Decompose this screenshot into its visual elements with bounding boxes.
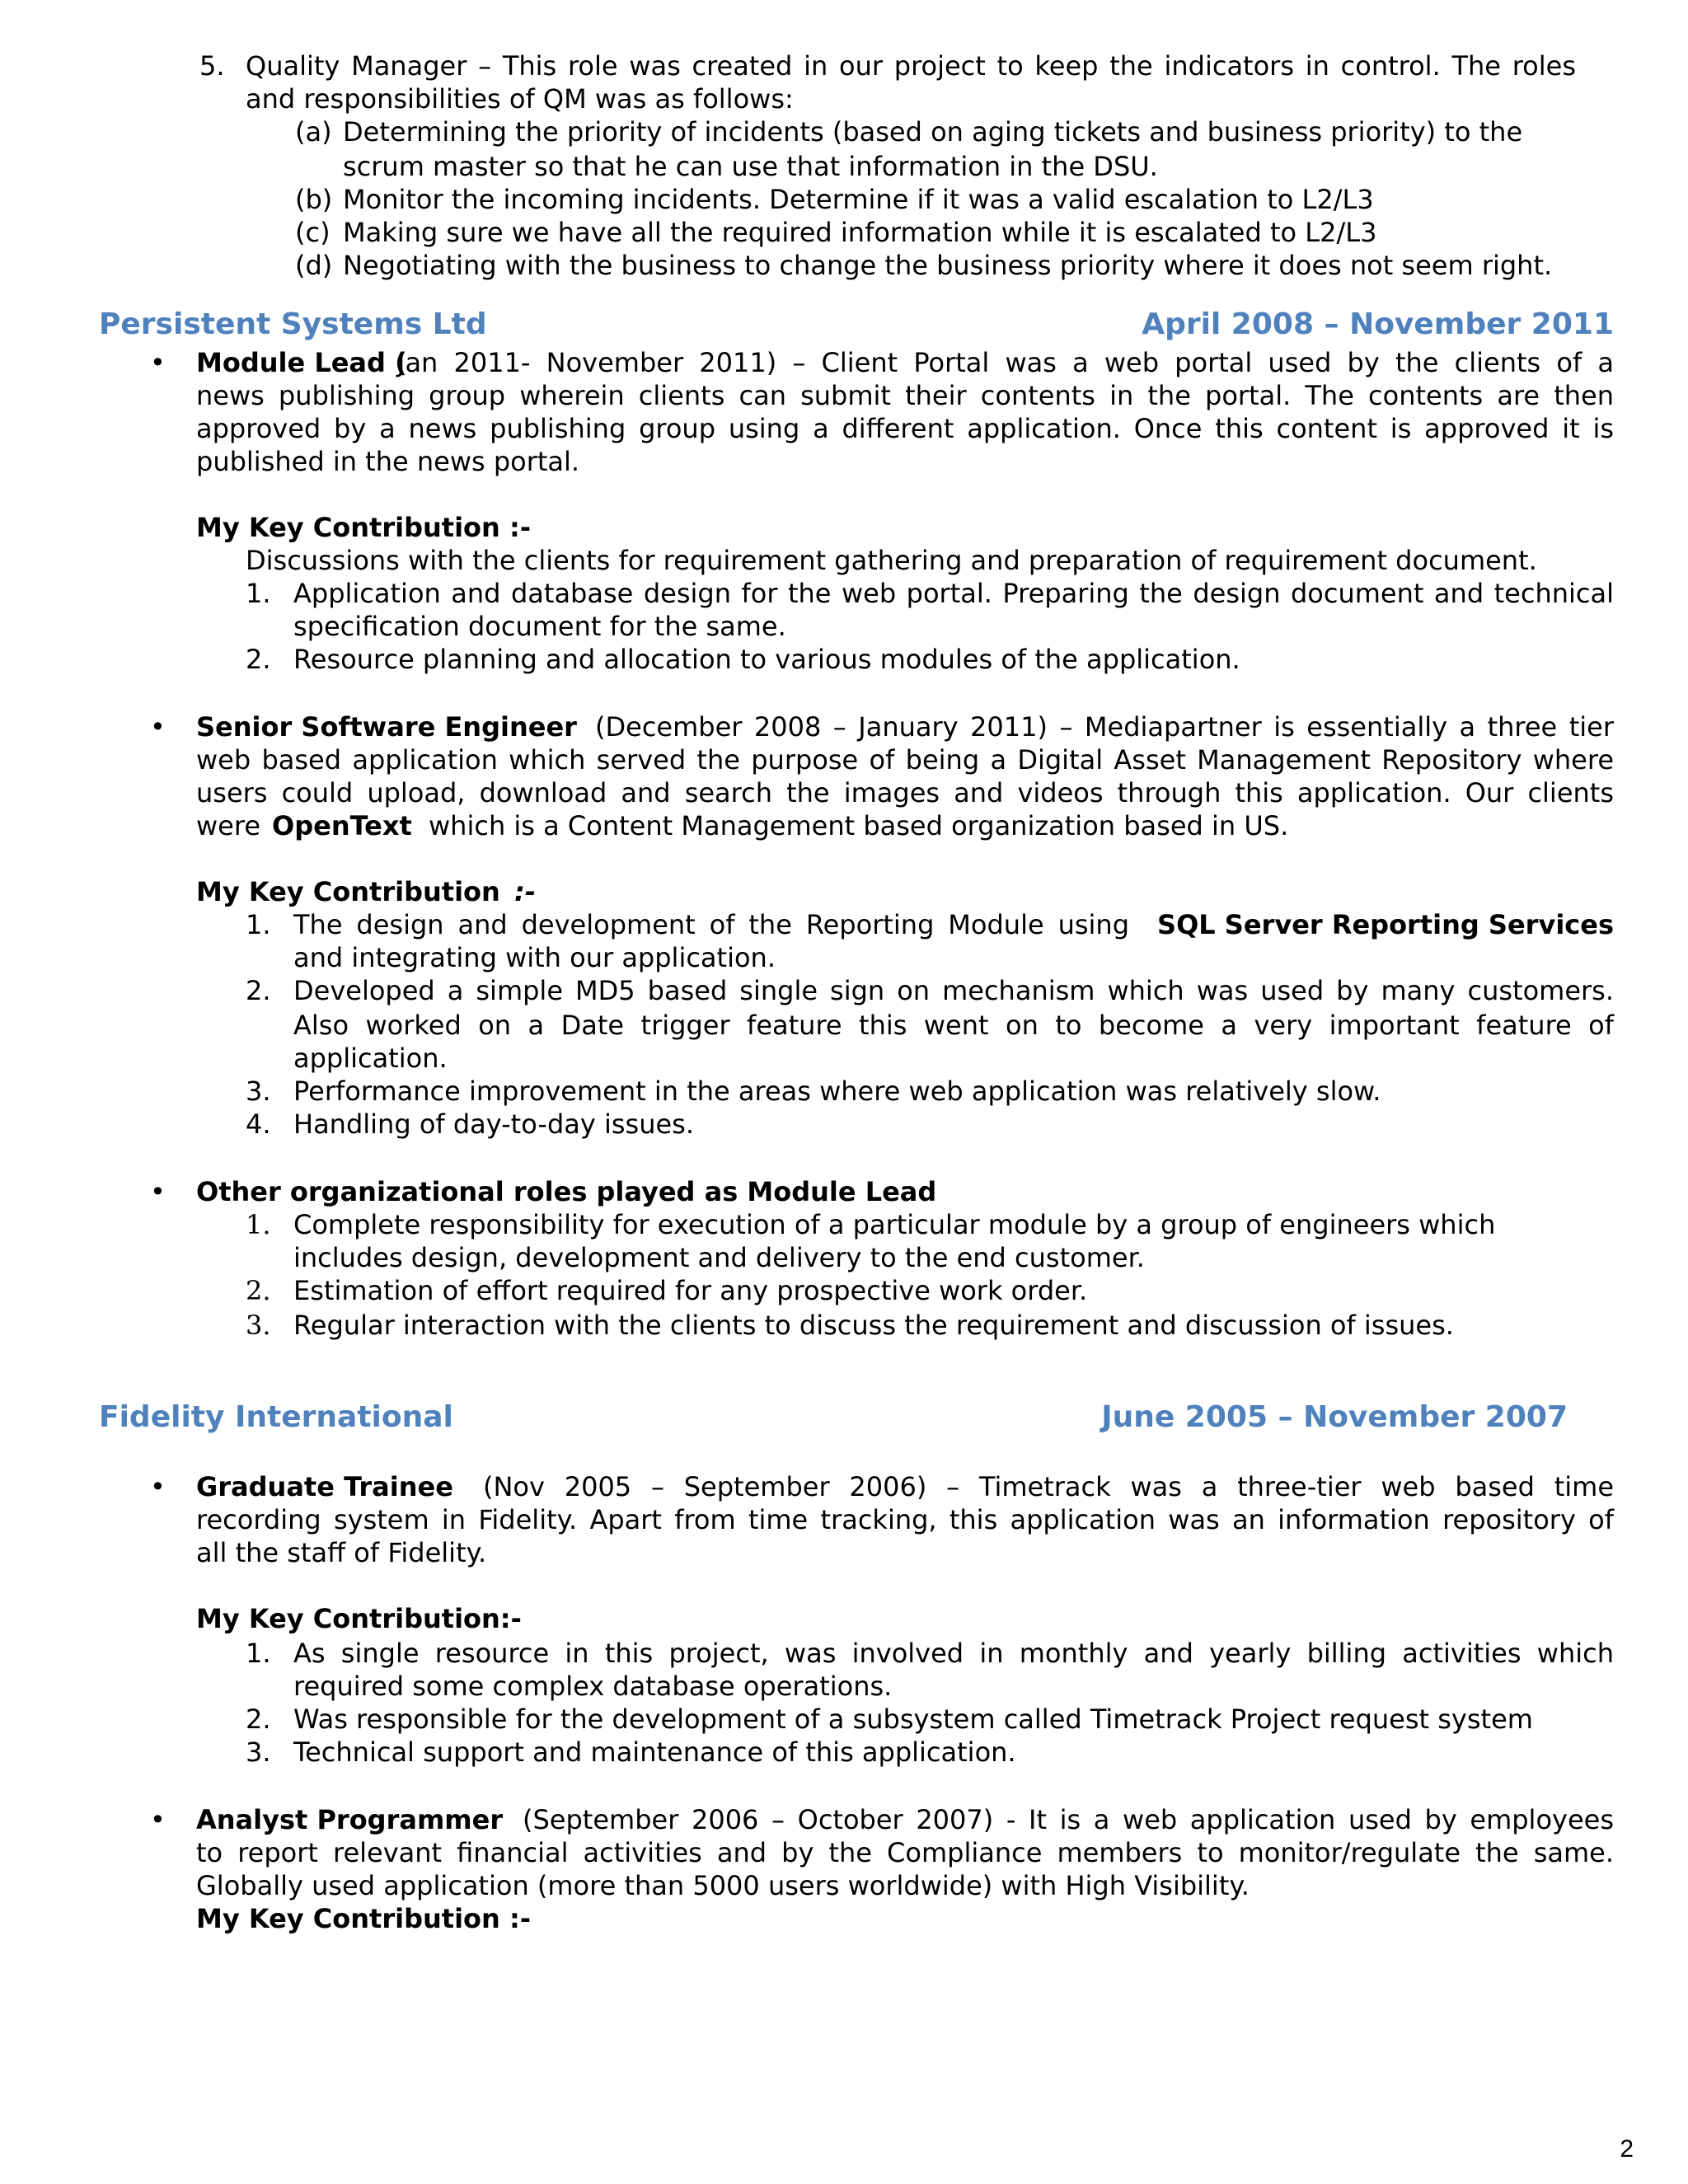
role-analyst-title: Analyst Programmer bbox=[196, 1804, 504, 1835]
graduate-contrib-heading: My Key Contribution:- bbox=[196, 1603, 522, 1634]
qm-c-label: (c) bbox=[295, 217, 331, 248]
graduate-item-3-number: 3. bbox=[246, 1736, 271, 1768]
other-roles-title: Other organizational roles played as Module Lead bbox=[196, 1176, 937, 1207]
other-roles-item-2: Estimation of effort required for any prospective work order. bbox=[293, 1275, 1088, 1306]
module-lead-item-1-line-2: specification document for the same. bbox=[293, 611, 786, 642]
qm-line-1: Quality Manager – This role was created in our project to keep the indicators in control. The roles bbox=[246, 50, 1576, 82]
qm-a-label: (a) bbox=[295, 116, 332, 148]
role-graduate-title: Graduate Trainee bbox=[196, 1471, 453, 1502]
sse-line-3: users could upload, download and search the images and videos through this application. Our clients bbox=[196, 777, 1614, 808]
analyst-line-2: to report relevant financial activities and by the Compliance members to monitor/regulate the same. bbox=[196, 1837, 1614, 1868]
module-lead-line-4: published in the news portal. bbox=[196, 446, 580, 477]
qm-b-text: Monitor the incoming incidents. Determine if it was a valid escalation to L2/L3 bbox=[343, 184, 1374, 215]
sse-contrib-heading-tail: :- bbox=[514, 876, 537, 907]
role-module-lead-title: Module Lead ( bbox=[196, 347, 407, 378]
page-number: 2 bbox=[1620, 2135, 1634, 2163]
module-lead-item-2: Resource planning and allocation to various modules of the application. bbox=[293, 644, 1240, 675]
dates-fidelity: June 2005 – November 2007 bbox=[1101, 1400, 1568, 1434]
sse-line-4-pre: were bbox=[196, 810, 260, 841]
bullet-other-roles: • bbox=[150, 1176, 166, 1207]
sse-line-1: (December 2008 – January 2011) – Mediapartner is essentially a three tier bbox=[595, 711, 1614, 743]
company-persistent: Persistent Systems Ltd bbox=[99, 307, 487, 341]
qm-a-line-2: scrum master so that he can use that information in the DSU. bbox=[343, 151, 1158, 182]
sse-line-4-opentext: OpenText bbox=[272, 810, 412, 841]
graduate-item-2-number: 2. bbox=[246, 1704, 271, 1735]
analyst-contrib-heading: My Key Contribution :- bbox=[196, 1903, 532, 1934]
company-fidelity: Fidelity International bbox=[99, 1400, 453, 1434]
qm-line-2: and responsibilities of QM was as follows: bbox=[246, 83, 794, 115]
other-roles-item-1-line-1: Complete responsibility for execution of a particular module by a group of engineers which bbox=[293, 1209, 1496, 1240]
module-lead-contrib-intro: Discussions with the clients for requirement gathering and preparation of requirement document. bbox=[246, 545, 1537, 576]
sse-item-3-number: 3. bbox=[246, 1076, 271, 1107]
sse-item-2-line-2: Also worked on a Date trigger feature this went on to become a very important feature of bbox=[293, 1010, 1614, 1041]
sse-item-2-line-3: application. bbox=[293, 1043, 448, 1074]
bullet-sse: • bbox=[150, 711, 166, 743]
sse-line-4-post: which is a Content Management based organization based in US. bbox=[429, 810, 1289, 841]
graduate-line-3: all the staff of Fidelity. bbox=[196, 1537, 487, 1568]
module-lead-item-1-line-1: Application and database design for the web portal. Preparing the design document and technical bbox=[293, 578, 1614, 609]
sse-item-4: Handling of day-to-day issues. bbox=[293, 1108, 695, 1140]
module-lead-item-2-number: 2. bbox=[246, 644, 271, 675]
module-lead-line-2: news publishing group wherein clients can submit their contents in the portal. The contents are then bbox=[196, 380, 1614, 411]
bullet-graduate: • bbox=[150, 1471, 166, 1502]
graduate-line-2: recording system in Fidelity. Apart from time tracking, this application was an information repository of bbox=[196, 1504, 1614, 1535]
sse-contrib-heading: My Key Contribution bbox=[196, 876, 500, 907]
module-lead-line-3: approved by a news publishing group using a different application. Once this content is approved it is bbox=[196, 413, 1614, 444]
analyst-line-3: Globally used application (more than 5000 users worldwide) with High Visibility. bbox=[196, 1870, 1250, 1901]
sse-line-2: web based application which served the purpose of being a Digital Asset Management Repository where bbox=[196, 744, 1614, 776]
sse-item-2-number: 2. bbox=[246, 975, 271, 1006]
graduate-item-3: Technical support and maintenance of this application. bbox=[293, 1736, 1016, 1768]
qm-c-text: Making sure we have all the required information while it is escalated to L2/L3 bbox=[343, 217, 1377, 248]
other-roles-item-3-number: 3. bbox=[246, 1310, 271, 1341]
qm-d-text: Negotiating with the business to change the business priority where it does not seem right. bbox=[343, 250, 1553, 281]
bullet-analyst: • bbox=[150, 1804, 166, 1835]
qm-b-label: (b) bbox=[295, 184, 333, 215]
analyst-line-1: (September 2006 – October 2007) - It is a web application used by employees bbox=[523, 1804, 1614, 1835]
dates-persistent: April 2008 – November 2011 bbox=[1142, 307, 1614, 341]
sse-item-1-line-1: The design and development of the Reporting Module using bbox=[293, 909, 1129, 940]
graduate-item-2: Was responsible for the development of a subsystem called Timetrack Project request system bbox=[293, 1704, 1533, 1735]
graduate-item-1-line-2: required some complex database operations. bbox=[293, 1671, 893, 1702]
module-lead-contrib-heading: My Key Contribution :- bbox=[196, 512, 532, 543]
qm-d-label: (d) bbox=[295, 250, 333, 281]
other-roles-item-1-line-2: includes design, development and delivery to the end customer. bbox=[293, 1242, 1145, 1273]
module-lead-line-1: Jan 2011- November 2011) – Client Portal was a web portal used by the clients of a bbox=[397, 347, 1614, 378]
qm-number: 5. bbox=[199, 50, 225, 82]
other-roles-item-1-number: 1. bbox=[246, 1209, 271, 1240]
sse-item-1-ssrs: SQL Server Reporting Services bbox=[1157, 909, 1614, 940]
sse-item-1-line-2: and integrating with our application. bbox=[293, 942, 776, 973]
module-lead-item-1-number: 1. bbox=[246, 578, 271, 609]
sse-item-3: Performance improvement in the areas where web application was relatively slow. bbox=[293, 1076, 1381, 1107]
sse-item-4-number: 4. bbox=[246, 1108, 271, 1140]
graduate-item-1-line-1: As single resource in this project, was involved in monthly and yearly billing activities which bbox=[293, 1638, 1614, 1669]
sse-item-1-number: 1. bbox=[246, 909, 271, 940]
bullet-module-lead: • bbox=[150, 347, 166, 378]
qm-a-line-1: Determining the priority of incidents (based on aging tickets and business priority) to the bbox=[343, 116, 1523, 148]
role-sse-title: Senior Software Engineer bbox=[196, 711, 577, 743]
graduate-item-1-number: 1. bbox=[246, 1638, 271, 1669]
sse-item-2-line-1: Developed a simple MD5 based single sign on mechanism which was used by many customers. bbox=[293, 975, 1614, 1006]
other-roles-item-3: Regular interaction with the clients to discuss the requirement and discussion of issues. bbox=[293, 1310, 1454, 1341]
other-roles-item-2-number: 2. bbox=[246, 1275, 271, 1306]
graduate-line-1: (Nov 2005 – September 2006) – Timetrack was a three-tier web based time bbox=[483, 1471, 1614, 1502]
